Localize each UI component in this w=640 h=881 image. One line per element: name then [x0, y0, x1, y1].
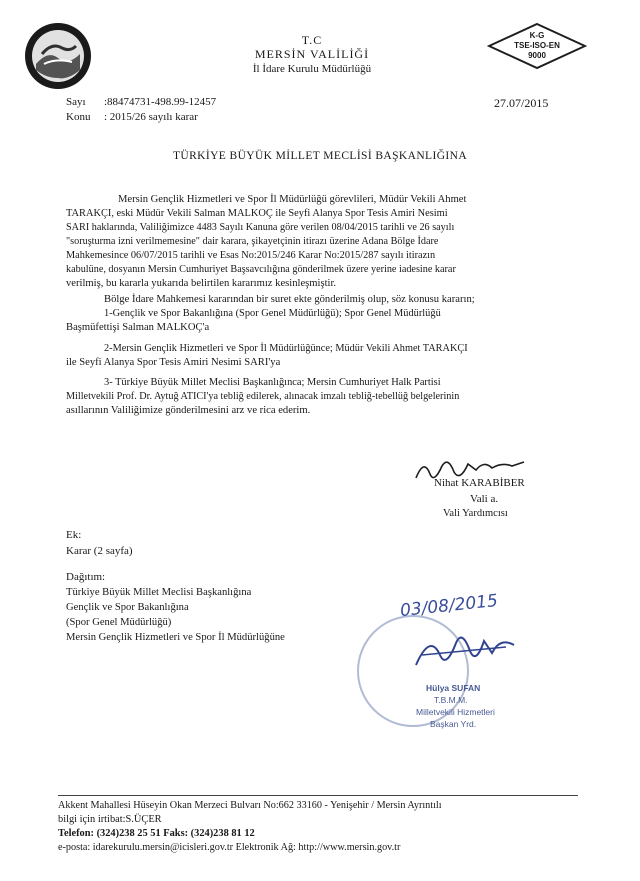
distribution-item: (Spor Genel Müdürlüğü) — [66, 617, 172, 628]
footer-email-web[interactable]: e-posta: idarekurulu.mersin@icisleri.gov.tr Elektronik Ağ: http://www.mersin.gov.tr — [58, 842, 401, 853]
body-line: 2-Mersin Gençlik Hizmetleri ve Spor İl Müdürlüğünce; Müdür Vekili Ahmet TARAKÇI — [104, 343, 468, 354]
konu-label: Konu — [66, 111, 91, 123]
body-line: verilmiş, bu kararla yukarıda belirtilen kararımız kesinleşmiştir. — [66, 278, 337, 289]
attachments-label: Ek: — [66, 529, 82, 541]
body-line: 3- Türkiye Büyük Millet Meclisi Başkanlığınca; Mersin Cumhuriyet Halk Partisi — [104, 377, 441, 388]
tse-iso-certification-icon — [487, 22, 587, 70]
body-line: SARI haklarında, Valiliğimizce 4483 Sayılı Kanuna göre verilen 08/04/2015 tarihli ve 26 sayılı — [66, 222, 455, 233]
stamp-handwritten-date: 03/08/2015 — [399, 590, 499, 622]
signatory-title-1: Vali a. — [470, 493, 499, 505]
body-line: Bölge İdare Mahkemesi kararından bir suret ekte gönderilmiş olup, söz konusu kararın; — [104, 294, 475, 305]
distribution-item: Gençlik ve Spor Bakanlığına — [66, 602, 189, 613]
header-directorate: İl İdare Kurulu Müdürlüğü — [252, 63, 372, 75]
iso-label-mid: TSE-ISO-EN — [514, 41, 560, 50]
body-line: Mahkemesince 06/07/2015 tarihli ve Esas No:2015/246 Karar No:2015/287 sayılı itirazın — [66, 250, 436, 261]
header-governorship: MERSİN VALİLİĞİ — [254, 47, 370, 61]
footer-phone-fax: Telefon: (324)238 25 51 Faks: (324)238 81 12 — [58, 828, 255, 839]
body-line: "soruşturma izni verilmemesine" dair karara, şikayetçinin itirazı üzerine Adana Bölge İdare — [66, 236, 439, 247]
konu-value: : 2015/26 sayılı karar — [104, 111, 198, 123]
sayi-label: Sayı — [66, 96, 86, 108]
document-date: 27.07/2015 — [494, 96, 549, 110]
body-line: TARAKÇI, eski Müdür Vekili Salman MALKOÇ ile Seyfi Alanya Spor Tesis Amiri Nesimi — [66, 208, 448, 219]
body-line: asıllarının Valiliğimize gönderilmesini arz ve rica ederim. — [66, 405, 311, 416]
body-line: ile Seyfi Alanya Spor Tesis Amiri Nesimi SARI'ya — [66, 357, 281, 368]
distribution-item: Türkiye Büyük Millet Meclisi Başkanlığına — [66, 587, 252, 598]
distribution-item: Mersin Gençlik Hizmetleri ve Spor İl Müdürlüğüne — [66, 632, 285, 643]
signatory-name: Nihat KARABİBER — [434, 477, 525, 489]
addressee-title: TÜRKİYE BÜYÜK MİLLET MECLİSİ BAŞKANLIĞINA — [172, 150, 468, 162]
distribution-label: Dağıtım: — [66, 571, 106, 583]
footer-divider — [58, 795, 578, 796]
footer-contact-person: bilgi için irtibat:S.ÜÇER — [58, 814, 162, 825]
body-line: Başmüfettişi Salman MALKOÇ'a — [66, 322, 210, 333]
body-line: Mersin Gençlik Hizmetleri ve Spor İl Müdürlüğü görevlileri, Müdür Vekili Ahmet — [118, 194, 467, 205]
footer-address: Akkent Mahallesi Hüseyin Okan Merzeci Bulvarı No:662 33160 - Yenişehir / Mersin Ayrıntılı — [58, 800, 442, 811]
header-tc: T.C — [301, 33, 323, 47]
stamp-dept: Milletvekili Hizmetleri — [416, 707, 495, 717]
stamp-role: Başkan Yrd. — [430, 719, 477, 729]
stamp-signature-icon — [410, 625, 520, 680]
iso-label-bottom: 9000 — [528, 51, 546, 60]
signatory-title-2: Vali Yardımcısı — [443, 508, 508, 519]
iso-label-top: K-G — [529, 31, 545, 40]
body-line: 1-Gençlik ve Spor Bakanlığına (Spor Genel Müdürlüğü); Spor Genel Müdürlüğü — [104, 308, 441, 319]
stamp-org: T.B.M.M. — [434, 695, 468, 705]
sayi-value: :88474731-498.99-12457 — [104, 96, 217, 108]
stamp-name: Hülya SUFAN — [426, 683, 481, 693]
attachment-item: Karar (2 sayfa) — [66, 545, 133, 557]
body-line: Milletvekili Prof. Dr. Aytuğ ATICI'ya tebliğ edilerek, alınacak imzalı tebliğ-tebellüğ belgelerinin — [66, 391, 460, 402]
body-line: kabulüne, dosyanın Mersin Cumhuriyet Başsavcılığına gönderilmek üzere yerine iadesine karar — [66, 264, 456, 275]
